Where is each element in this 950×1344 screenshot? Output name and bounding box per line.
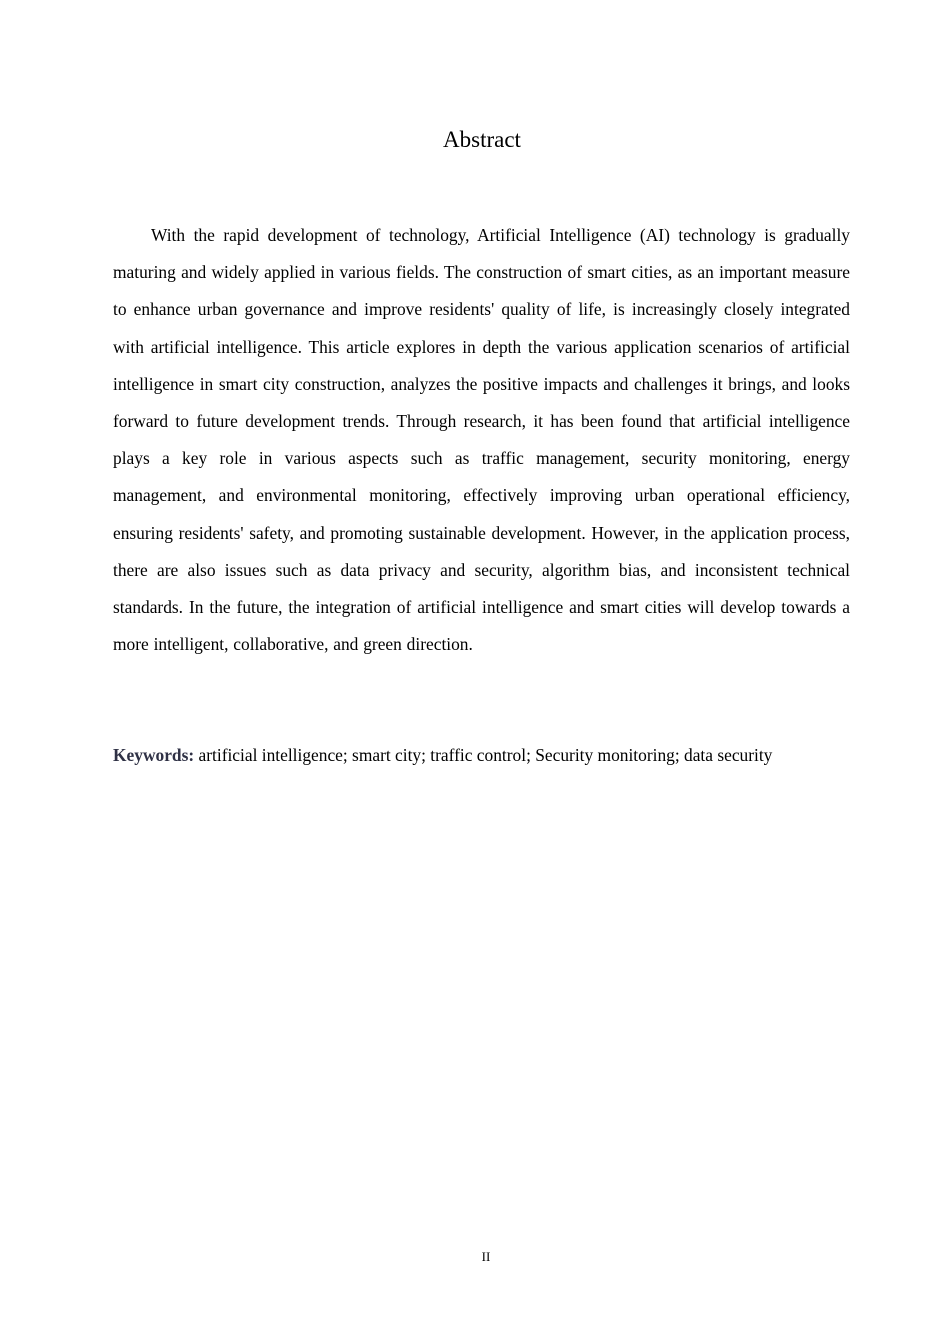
keywords-line	[113, 737, 873, 774]
keywords-text: artificial intelligence; smart city; traffic control; Security monitoring; data security	[198, 745, 773, 765]
abstract-title: Abstract	[443, 127, 521, 152]
keywords-label: Keywords:	[113, 745, 195, 765]
page-number: II	[481, 1249, 491, 1264]
abstract-body: With the rapid development of technology, Artificial Intelligence (AI) technology is gradually maturing and widely applied in various fields. The construction of smart cities, as an important measure to enhance urban governance and improve residents' quality of life, is increasingly closely integrated with artificial intelligence. This article explores in depth the various application scenarios of artificial intelligence in smart city construction, analyzes the positive impacts and challenges it brings, and looks forward to future development trends. Through research, it has been found that artificial intelligence plays a key role in various aspects such as traffic management, security monitoring, energy management, and environmental monitoring, effectively improving urban operational efficiency, ensuring residents' safety, and promoting sustainable development. However, in the application process, there are also issues such as data privacy and security, algorithm bias, and inconsistent technical standards. In the future, the integration of artificial intelligence and smart cities will develop towards a more intelligent, collaborative, and green direction.	[113, 225, 850, 655]
